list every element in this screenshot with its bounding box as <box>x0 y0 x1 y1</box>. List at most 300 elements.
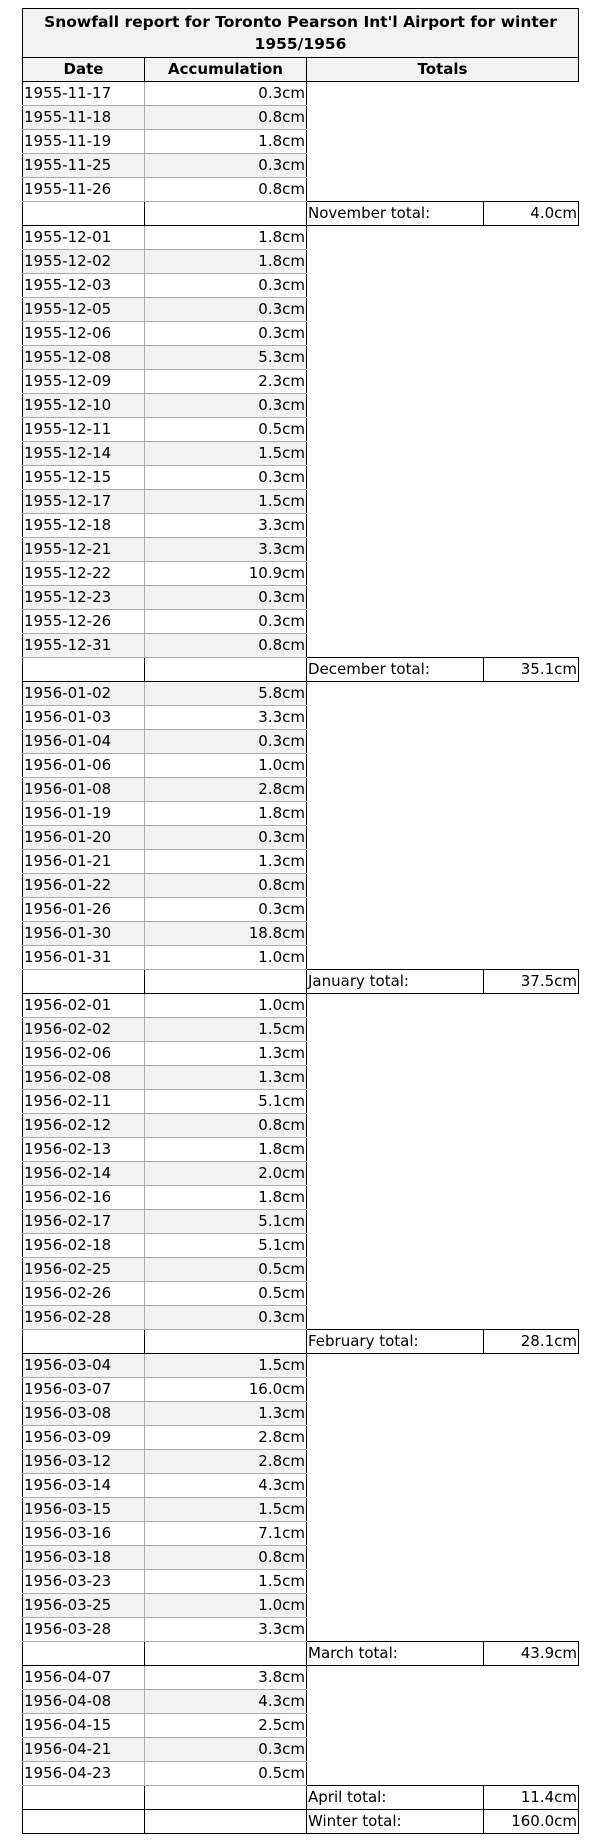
table-row <box>23 418 579 442</box>
empty-cell <box>145 1786 307 1810</box>
table-row <box>23 1546 579 1570</box>
accumulation-cell: 1.8cm <box>145 1138 307 1162</box>
table-row <box>23 442 579 466</box>
accumulation-cell: 3.3cm <box>145 538 307 562</box>
table-row <box>23 322 579 346</box>
date-cell: 1955-12-06 <box>23 322 145 346</box>
table-row <box>23 1042 579 1066</box>
empty-cell <box>307 634 579 658</box>
totals-header: Totals <box>307 58 579 82</box>
accumulation-cell: 0.8cm <box>145 106 307 130</box>
empty-cell <box>307 826 579 850</box>
table-row <box>23 682 579 706</box>
date-cell: 1956-03-07 <box>23 1378 145 1402</box>
date-cell: 1956-03-14 <box>23 1474 145 1498</box>
accumulation-cell: 0.3cm <box>145 274 307 298</box>
date-header: Date <box>23 58 145 82</box>
empty-cell <box>307 802 579 826</box>
accumulation-cell: 2.3cm <box>145 370 307 394</box>
empty-cell <box>307 1114 579 1138</box>
table-row <box>23 1690 579 1714</box>
date-cell: 1956-02-18 <box>23 1234 145 1258</box>
table-row <box>23 514 579 538</box>
accumulation-cell: 18.8cm <box>145 922 307 946</box>
accumulation-cell: 0.3cm <box>145 730 307 754</box>
empty-cell <box>307 466 579 490</box>
accumulation-cell: 0.5cm <box>145 1282 307 1306</box>
accumulation-cell: 0.5cm <box>145 418 307 442</box>
table-row <box>23 898 579 922</box>
empty-cell <box>307 538 579 562</box>
date-cell: 1955-12-15 <box>23 466 145 490</box>
empty-cell <box>307 1714 579 1738</box>
date-cell: 1956-04-23 <box>23 1762 145 1786</box>
empty-cell <box>307 778 579 802</box>
empty-cell <box>307 1042 579 1066</box>
accumulation-cell: 0.3cm <box>145 466 307 490</box>
table-row <box>23 1426 579 1450</box>
date-cell: 1956-02-26 <box>23 1282 145 1306</box>
accumulation-cell: 0.8cm <box>145 874 307 898</box>
accumulation-cell: 4.3cm <box>145 1690 307 1714</box>
accumulation-cell: 1.8cm <box>145 130 307 154</box>
date-cell: 1955-12-05 <box>23 298 145 322</box>
empty-cell <box>307 1210 579 1234</box>
date-cell: 1956-03-25 <box>23 1594 145 1618</box>
table-row <box>23 562 579 586</box>
date-cell: 1956-02-06 <box>23 1042 145 1066</box>
table-row <box>23 1354 579 1378</box>
date-cell: 1956-01-19 <box>23 802 145 826</box>
empty-cell <box>307 1738 579 1762</box>
accumulation-cell: 2.8cm <box>145 1450 307 1474</box>
empty-cell <box>23 1810 145 1834</box>
accumulation-cell: 1.8cm <box>145 250 307 274</box>
table-row <box>23 1066 579 1090</box>
table-row <box>23 346 579 370</box>
date-cell: 1956-03-12 <box>23 1450 145 1474</box>
month-total-value: 11.4cm <box>484 1786 579 1810</box>
table-row <box>23 1306 579 1330</box>
empty-cell <box>307 754 579 778</box>
table-row <box>23 1450 579 1474</box>
accumulation-cell: 0.3cm <box>145 1306 307 1330</box>
month-total-row <box>23 658 579 682</box>
accumulation-cell: 0.3cm <box>145 82 307 106</box>
accumulation-cell: 1.0cm <box>145 1594 307 1618</box>
empty-cell <box>23 1786 145 1810</box>
date-cell: 1956-02-12 <box>23 1114 145 1138</box>
empty-cell <box>307 1762 579 1786</box>
table-row <box>23 1594 579 1618</box>
table-row <box>23 802 579 826</box>
empty-cell <box>307 730 579 754</box>
date-cell: 1956-01-04 <box>23 730 145 754</box>
empty-cell <box>307 178 579 202</box>
accumulation-cell: 1.3cm <box>145 1066 307 1090</box>
accumulation-cell: 0.3cm <box>145 898 307 922</box>
accumulation-cell: 5.1cm <box>145 1234 307 1258</box>
accumulation-cell: 1.3cm <box>145 1042 307 1066</box>
table-row <box>23 1762 579 1786</box>
date-cell: 1955-12-22 <box>23 562 145 586</box>
accumulation-cell: 5.1cm <box>145 1090 307 1114</box>
empty-cell <box>307 1498 579 1522</box>
empty-cell <box>307 1474 579 1498</box>
empty-cell <box>23 1642 145 1666</box>
date-cell: 1956-02-08 <box>23 1066 145 1090</box>
empty-cell <box>307 706 579 730</box>
empty-cell <box>307 922 579 946</box>
table-row <box>23 1498 579 1522</box>
date-cell: 1955-12-01 <box>23 226 145 250</box>
empty-cell <box>307 898 579 922</box>
month-total-label: November total: <box>307 202 484 226</box>
table-row <box>23 490 579 514</box>
accumulation-cell: 10.9cm <box>145 562 307 586</box>
accumulation-cell: 0.5cm <box>145 1762 307 1786</box>
date-cell: 1956-02-01 <box>23 994 145 1018</box>
header-row <box>23 58 579 82</box>
table-row <box>23 1114 579 1138</box>
table-row <box>23 1234 579 1258</box>
date-cell: 1956-04-15 <box>23 1714 145 1738</box>
table-row <box>23 1210 579 1234</box>
table-row <box>23 1618 579 1642</box>
accumulation-cell: 1.3cm <box>145 1402 307 1426</box>
accumulation-cell: 0.5cm <box>145 1258 307 1282</box>
accumulation-cell: 3.3cm <box>145 706 307 730</box>
date-cell: 1956-02-14 <box>23 1162 145 1186</box>
date-cell: 1956-02-16 <box>23 1186 145 1210</box>
empty-cell <box>307 226 579 250</box>
accumulation-cell: 0.8cm <box>145 178 307 202</box>
empty-cell <box>307 1258 579 1282</box>
table-row <box>23 1666 579 1690</box>
table-row <box>23 1258 579 1282</box>
date-cell: 1955-12-14 <box>23 442 145 466</box>
month-total-value: 37.5cm <box>484 970 579 994</box>
table-row <box>23 778 579 802</box>
table-row <box>23 1282 579 1306</box>
empty-cell <box>307 1570 579 1594</box>
empty-cell <box>307 1138 579 1162</box>
date-cell: 1956-01-22 <box>23 874 145 898</box>
date-cell: 1955-12-11 <box>23 418 145 442</box>
date-cell: 1955-11-19 <box>23 130 145 154</box>
empty-cell <box>145 1642 307 1666</box>
table-row <box>23 826 579 850</box>
date-cell: 1956-01-08 <box>23 778 145 802</box>
month-total-label: March total: <box>307 1642 484 1666</box>
empty-cell <box>307 1402 579 1426</box>
accumulation-header: Accumulation <box>145 58 307 82</box>
accumulation-cell: 5.8cm <box>145 682 307 706</box>
date-cell: 1955-11-26 <box>23 178 145 202</box>
empty-cell <box>307 274 579 298</box>
date-cell: 1955-12-26 <box>23 610 145 634</box>
table-row <box>23 106 579 130</box>
empty-cell <box>23 1330 145 1354</box>
table-row <box>23 1714 579 1738</box>
accumulation-cell: 1.3cm <box>145 850 307 874</box>
empty-cell <box>307 682 579 706</box>
empty-cell <box>307 610 579 634</box>
month-total-value: 35.1cm <box>484 658 579 682</box>
empty-cell <box>307 250 579 274</box>
empty-cell <box>307 418 579 442</box>
table-row <box>23 922 579 946</box>
empty-cell <box>307 322 579 346</box>
empty-cell <box>307 562 579 586</box>
empty-cell <box>307 490 579 514</box>
table-row <box>23 298 579 322</box>
accumulation-cell: 1.5cm <box>145 490 307 514</box>
winter-total-row <box>23 1810 579 1834</box>
month-total-label: April total: <box>307 1786 484 1810</box>
date-cell: 1955-11-17 <box>23 82 145 106</box>
table-row <box>23 610 579 634</box>
accumulation-cell: 1.5cm <box>145 1354 307 1378</box>
table-row <box>23 946 579 970</box>
accumulation-cell: 0.8cm <box>145 634 307 658</box>
table-row <box>23 538 579 562</box>
table-row <box>23 1018 579 1042</box>
empty-cell <box>307 1594 579 1618</box>
accumulation-cell: 1.8cm <box>145 802 307 826</box>
date-cell: 1955-11-25 <box>23 154 145 178</box>
date-cell: 1956-03-04 <box>23 1354 145 1378</box>
table-row <box>23 1186 579 1210</box>
empty-cell <box>307 394 579 418</box>
date-cell: 1956-02-11 <box>23 1090 145 1114</box>
date-cell: 1955-12-31 <box>23 634 145 658</box>
winter-total-label: Winter total: <box>307 1810 484 1834</box>
table-row <box>23 1738 579 1762</box>
table-body <box>23 82 579 1834</box>
date-cell: 1956-01-20 <box>23 826 145 850</box>
accumulation-cell: 0.8cm <box>145 1546 307 1570</box>
date-cell: 1956-03-15 <box>23 1498 145 1522</box>
accumulation-cell: 5.1cm <box>145 1210 307 1234</box>
table-row <box>23 706 579 730</box>
date-cell: 1956-03-23 <box>23 1570 145 1594</box>
empty-cell <box>307 1354 579 1378</box>
table-row <box>23 274 579 298</box>
date-cell: 1956-02-28 <box>23 1306 145 1330</box>
snowfall-table <box>22 8 579 1834</box>
empty-cell <box>307 1090 579 1114</box>
month-total-row <box>23 1330 579 1354</box>
accumulation-cell: 16.0cm <box>145 1378 307 1402</box>
empty-cell <box>23 658 145 682</box>
accumulation-cell: 2.8cm <box>145 1426 307 1450</box>
table-row <box>23 370 579 394</box>
month-total-value: 43.9cm <box>484 1642 579 1666</box>
date-cell: 1955-11-18 <box>23 106 145 130</box>
empty-cell <box>307 1450 579 1474</box>
date-cell: 1956-04-07 <box>23 1666 145 1690</box>
accumulation-cell: 0.8cm <box>145 1114 307 1138</box>
month-total-row <box>23 1642 579 1666</box>
empty-cell <box>145 970 307 994</box>
date-cell: 1956-04-21 <box>23 1738 145 1762</box>
accumulation-cell: 0.3cm <box>145 1738 307 1762</box>
empty-cell <box>307 1546 579 1570</box>
table-row <box>23 130 579 154</box>
month-total-label: February total: <box>307 1330 484 1354</box>
date-cell: 1956-01-06 <box>23 754 145 778</box>
empty-cell <box>307 994 579 1018</box>
table-row <box>23 1522 579 1546</box>
accumulation-cell: 1.5cm <box>145 1570 307 1594</box>
empty-cell <box>307 346 579 370</box>
month-total-row <box>23 1786 579 1810</box>
table-row <box>23 1378 579 1402</box>
table-row <box>23 874 579 898</box>
accumulation-cell: 0.3cm <box>145 610 307 634</box>
empty-cell <box>307 1018 579 1042</box>
table-row <box>23 178 579 202</box>
empty-cell <box>145 202 307 226</box>
accumulation-cell: 0.3cm <box>145 394 307 418</box>
table-row <box>23 754 579 778</box>
date-cell: 1956-02-02 <box>23 1018 145 1042</box>
month-total-label: January total: <box>307 970 484 994</box>
empty-cell <box>307 1282 579 1306</box>
snowfall-report <box>22 8 578 1834</box>
date-cell: 1955-12-02 <box>23 250 145 274</box>
date-cell: 1955-12-18 <box>23 514 145 538</box>
accumulation-cell: 0.3cm <box>145 298 307 322</box>
empty-cell <box>307 1690 579 1714</box>
empty-cell <box>307 154 579 178</box>
accumulation-cell: 1.8cm <box>145 1186 307 1210</box>
date-cell: 1955-12-03 <box>23 274 145 298</box>
accumulation-cell: 4.3cm <box>145 1474 307 1498</box>
empty-cell <box>23 970 145 994</box>
accumulation-cell: 0.3cm <box>145 826 307 850</box>
table-row <box>23 994 579 1018</box>
table-row <box>23 1402 579 1426</box>
table-row <box>23 154 579 178</box>
date-cell: 1956-02-25 <box>23 1258 145 1282</box>
table-row <box>23 1570 579 1594</box>
date-cell: 1956-01-26 <box>23 898 145 922</box>
empty-cell <box>307 1522 579 1546</box>
accumulation-cell: 2.8cm <box>145 778 307 802</box>
table-row <box>23 1090 579 1114</box>
empty-cell <box>307 1066 579 1090</box>
table-row <box>23 850 579 874</box>
accumulation-cell: 2.0cm <box>145 1162 307 1186</box>
date-cell: 1955-12-17 <box>23 490 145 514</box>
accumulation-cell: 3.3cm <box>145 514 307 538</box>
accumulation-cell: 1.0cm <box>145 994 307 1018</box>
empty-cell <box>145 1810 307 1834</box>
empty-cell <box>307 1426 579 1450</box>
month-total-value: 28.1cm <box>484 1330 579 1354</box>
empty-cell <box>307 1162 579 1186</box>
table-row <box>23 1474 579 1498</box>
date-cell: 1956-01-30 <box>23 922 145 946</box>
month-total-row <box>23 202 579 226</box>
empty-cell <box>307 514 579 538</box>
empty-cell <box>307 850 579 874</box>
accumulation-cell: 1.0cm <box>145 946 307 970</box>
winter-total-value: 160.0cm <box>484 1810 579 1834</box>
empty-cell <box>307 586 579 610</box>
accumulation-cell: 5.3cm <box>145 346 307 370</box>
date-cell: 1956-03-09 <box>23 1426 145 1450</box>
table-title: Snowfall report for Toronto Pearson Int'l Airport for winter 1955/1956 <box>22 8 579 57</box>
accumulation-cell: 0.3cm <box>145 586 307 610</box>
date-cell: 1956-04-08 <box>23 1690 145 1714</box>
date-cell: 1956-03-16 <box>23 1522 145 1546</box>
empty-cell <box>307 1234 579 1258</box>
table-row <box>23 730 579 754</box>
date-cell: 1956-01-03 <box>23 706 145 730</box>
empty-cell <box>307 1618 579 1642</box>
accumulation-cell: 7.1cm <box>145 1522 307 1546</box>
empty-cell <box>145 658 307 682</box>
date-cell: 1956-02-17 <box>23 1210 145 1234</box>
date-cell: 1955-12-09 <box>23 370 145 394</box>
empty-cell <box>307 106 579 130</box>
accumulation-cell: 3.3cm <box>145 1618 307 1642</box>
empty-cell <box>307 874 579 898</box>
empty-cell <box>23 202 145 226</box>
empty-cell <box>307 442 579 466</box>
accumulation-cell: 1.5cm <box>145 1498 307 1522</box>
table-row <box>23 394 579 418</box>
accumulation-cell: 3.8cm <box>145 1666 307 1690</box>
accumulation-cell: 1.0cm <box>145 754 307 778</box>
accumulation-cell: 0.3cm <box>145 154 307 178</box>
date-cell: 1955-12-08 <box>23 346 145 370</box>
empty-cell <box>307 298 579 322</box>
empty-cell <box>307 370 579 394</box>
empty-cell <box>307 82 579 106</box>
table-row <box>23 1162 579 1186</box>
table-row <box>23 1138 579 1162</box>
date-cell: 1956-03-28 <box>23 1618 145 1642</box>
table-row <box>23 466 579 490</box>
table-row <box>23 634 579 658</box>
date-cell: 1956-03-18 <box>23 1546 145 1570</box>
empty-cell <box>145 1330 307 1354</box>
empty-cell <box>307 1306 579 1330</box>
date-cell: 1955-12-23 <box>23 586 145 610</box>
month-total-label: December total: <box>307 658 484 682</box>
date-cell: 1955-12-21 <box>23 538 145 562</box>
accumulation-cell: 2.5cm <box>145 1714 307 1738</box>
table-row <box>23 226 579 250</box>
date-cell: 1956-03-08 <box>23 1402 145 1426</box>
accumulation-cell: 1.5cm <box>145 442 307 466</box>
date-cell: 1956-01-02 <box>23 682 145 706</box>
empty-cell <box>307 946 579 970</box>
date-cell: 1956-01-31 <box>23 946 145 970</box>
date-cell: 1956-02-13 <box>23 1138 145 1162</box>
empty-cell <box>307 1666 579 1690</box>
month-total-value: 4.0cm <box>484 202 579 226</box>
accumulation-cell: 1.8cm <box>145 226 307 250</box>
table-row <box>23 586 579 610</box>
month-total-row <box>23 970 579 994</box>
empty-cell <box>307 1186 579 1210</box>
empty-cell <box>307 1378 579 1402</box>
